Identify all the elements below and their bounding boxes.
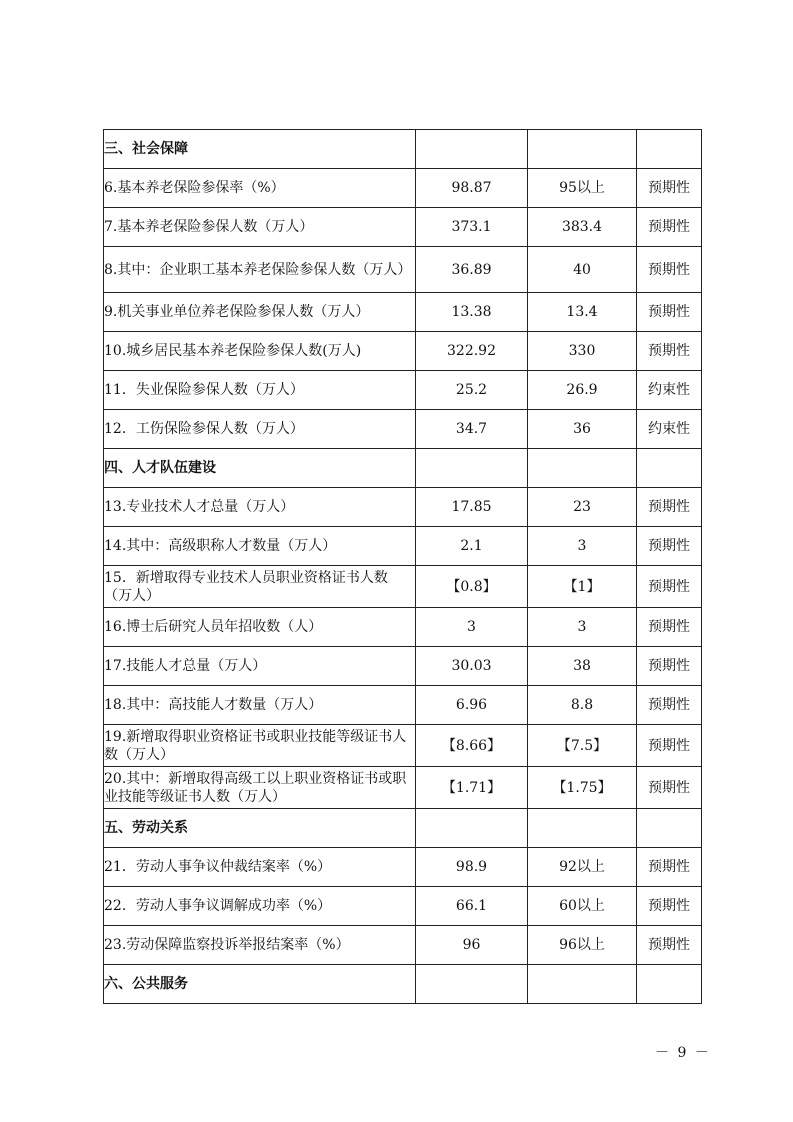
baseline-value-cell: 30.03 [416,647,528,686]
baseline-value-cell: 2.1 [416,527,528,566]
attribute-cell: 预期性 [637,527,702,566]
attribute-cell: 预期性 [637,488,702,527]
target-value-cell: 【7.5】 [528,725,637,767]
target-value-cell: 92以上 [528,848,637,887]
baseline-value-cell: 373.1 [416,208,528,247]
baseline-value-cell [416,449,528,488]
attribute-cell: 预期性 [637,293,702,332]
section-row [104,965,702,1004]
table-row [104,208,702,247]
attribute-cell: 预期性 [637,247,702,293]
attribute-cell [637,965,702,1004]
indicator-name-cell: 10.城乡居民基本养老保险参保人数(万人) [104,332,416,371]
target-value-cell [528,809,637,848]
indicator-name-cell: 四、人才队伍建设 [104,449,416,488]
table-row [104,332,702,371]
target-value-cell: 【1】 [528,566,637,608]
table-row [104,488,702,527]
baseline-value-cell: 【0.8】 [416,566,528,608]
baseline-value-cell: 66.1 [416,887,528,926]
target-value-cell: 96以上 [528,926,637,965]
indicators-table [103,129,702,1004]
indicator-name-cell: 19.新增取得职业资格证书或职业技能等级证书人数（万人） [104,725,416,767]
attribute-cell: 约束性 [637,371,702,410]
indicator-name-cell: 14.其中：高级职称人才数量（万人） [104,527,416,566]
target-value-cell [528,449,637,488]
table-row [104,725,702,767]
indicator-name-cell: 13.专业技术人才总量（万人） [104,488,416,527]
section-row [104,130,702,169]
attribute-cell: 预期性 [637,725,702,767]
target-value-cell: 3 [528,608,637,647]
target-value-cell: 23 [528,488,637,527]
target-value-cell: 40 [528,247,637,293]
table-row [104,527,702,566]
baseline-value-cell: 25.2 [416,371,528,410]
indicator-name-cell: 15．新增取得专业技术人员职业资格证书人数（万人） [104,566,416,608]
indicator-name-cell: 17.技能人才总量（万人） [104,647,416,686]
target-value-cell: 60以上 [528,887,637,926]
baseline-value-cell [416,965,528,1004]
baseline-value-cell: 98.9 [416,848,528,887]
indicator-name-cell: 16.博士后研究人员年招收数（人） [104,608,416,647]
baseline-value-cell: 34.7 [416,410,528,449]
indicator-name-cell: 12．工伤保险参保人数（万人） [104,410,416,449]
attribute-cell: 预期性 [637,647,702,686]
target-value-cell [528,130,637,169]
baseline-value-cell [416,809,528,848]
table-row [104,887,702,926]
target-value-cell: 95以上 [528,169,637,208]
baseline-value-cell: 6.96 [416,686,528,725]
attribute-cell: 预期性 [637,767,702,809]
target-value-cell [528,965,637,1004]
attribute-cell: 预期性 [637,208,702,247]
table-row [104,647,702,686]
table-row [104,371,702,410]
indicator-name-cell: 18.其中：高技能人才数量（万人） [104,686,416,725]
table-row [104,686,702,725]
indicator-name-cell: 8.其中：企业职工基本养老保险参保人数（万人） [104,247,416,293]
indicator-name-cell: 20.其中：新增取得高级工以上职业资格证书或职业技能等级证书人数（万人） [104,767,416,809]
indicator-name-cell: 9.机关事业单位养老保险参保人数（万人） [104,293,416,332]
attribute-cell [637,809,702,848]
table-row [104,410,702,449]
target-value-cell: 13.4 [528,293,637,332]
table-row [104,767,702,809]
indicator-name-cell: 6.基本养老保险参保率（%） [104,169,416,208]
baseline-value-cell: 【1.71】 [416,767,528,809]
baseline-value-cell: 17.85 [416,488,528,527]
attribute-cell: 预期性 [637,332,702,371]
target-value-cell: 3 [528,527,637,566]
indicator-name-cell: 五、劳动关系 [104,809,416,848]
baseline-value-cell: 322.92 [416,332,528,371]
table-row [104,169,702,208]
attribute-cell [637,449,702,488]
indicator-name-cell: 22．劳动人事争议调解成功率（%） [104,887,416,926]
target-value-cell: 8.8 [528,686,637,725]
attribute-cell [637,130,702,169]
indicator-name-cell: 23.劳动保障监察投诉举报结案率（%） [104,926,416,965]
target-value-cell: 26.9 [528,371,637,410]
attribute-cell: 预期性 [637,686,702,725]
indicator-name-cell: 三、社会保障 [104,130,416,169]
table-row [104,566,702,608]
table-row [104,848,702,887]
target-value-cell: 【1.75】 [528,767,637,809]
attribute-cell: 预期性 [637,608,702,647]
target-value-cell: 36 [528,410,637,449]
table-row [104,608,702,647]
baseline-value-cell: 【8.66】 [416,725,528,767]
target-value-cell: 38 [528,647,637,686]
baseline-value-cell: 13.38 [416,293,528,332]
section-row [104,449,702,488]
attribute-cell: 预期性 [637,926,702,965]
indicator-name-cell: 11．失业保险参保人数（万人） [104,371,416,410]
indicators-table-body [104,130,702,1004]
table-row [104,926,702,965]
attribute-cell: 约束性 [637,410,702,449]
attribute-cell: 预期性 [637,169,702,208]
target-value-cell: 383.4 [528,208,637,247]
baseline-value-cell: 98.87 [416,169,528,208]
attribute-cell: 预期性 [637,887,702,926]
attribute-cell: 预期性 [637,848,702,887]
table-row [104,247,702,293]
indicator-name-cell: 21．劳动人事争议仲裁结案率（%） [104,848,416,887]
baseline-value-cell: 3 [416,608,528,647]
target-value-cell: 330 [528,332,637,371]
baseline-value-cell [416,130,528,169]
attribute-cell: 预期性 [637,566,702,608]
baseline-value-cell: 36.89 [416,247,528,293]
indicator-name-cell: 六、公共服务 [104,965,416,1004]
indicator-name-cell: 7.基本养老保险参保人数（万人） [104,208,416,247]
baseline-value-cell: 96 [416,926,528,965]
section-row [104,809,702,848]
table-row [104,293,702,332]
page-number: － 9 － [655,1045,711,1061]
